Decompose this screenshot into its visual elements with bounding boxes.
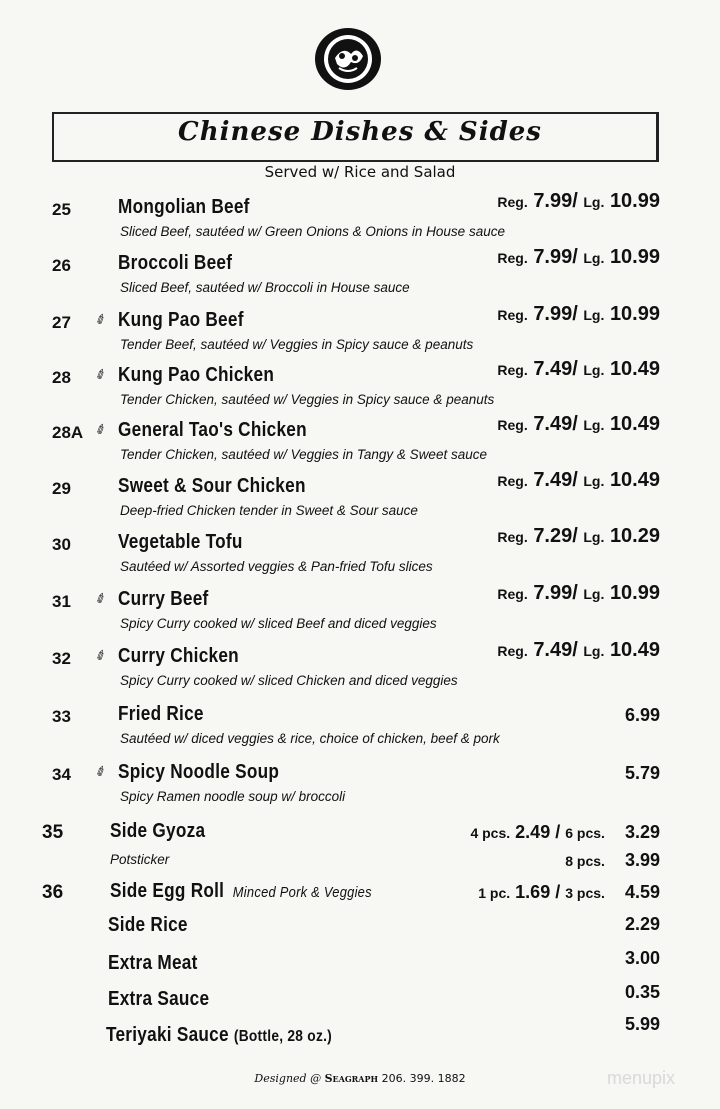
price-lg-label: Lg.	[583, 307, 605, 323]
price-lg-label: Lg.	[583, 417, 605, 433]
price-reg-label: Reg.	[497, 250, 528, 266]
price-lg: 10.29	[609, 525, 660, 547]
item-description: Spicy Curry cooked w/ sliced Chicken and diced veggies	[120, 673, 458, 688]
price-reg: 7.49	[533, 639, 573, 661]
price-value: 3.29	[624, 822, 660, 842]
price-reg-label: Reg.	[497, 307, 528, 323]
price-separator: /	[572, 582, 578, 604]
price-reg: 7.49	[533, 469, 573, 491]
item-number: 28	[52, 368, 71, 387]
item-number: 32	[52, 649, 71, 668]
price-reg: 7.99	[533, 303, 573, 325]
item-price	[565, 850, 660, 871]
page-title: Chinese Dishes & Sides	[178, 117, 542, 147]
item-name	[106, 1024, 332, 1047]
price-separator: /	[572, 525, 578, 547]
item-price	[497, 190, 660, 213]
price-lg-label: Lg.	[583, 250, 605, 266]
price-lg: 10.99	[609, 582, 660, 604]
price-quantity: 1 pc.	[478, 885, 511, 901]
item-number: 30	[52, 535, 71, 554]
item-name: Vegetable Tofu	[118, 531, 243, 553]
footer-designed: Designed @	[254, 1072, 322, 1085]
item-number: 29	[52, 479, 71, 498]
item-name: Extra Meat	[108, 952, 198, 974]
item-number: 36	[42, 882, 64, 903]
price-reg: 7.99	[533, 246, 573, 268]
item-description: Tender Beef, sautéed w/ Veggies in Spicy sauce & peanuts	[120, 337, 474, 352]
item-price	[497, 469, 660, 492]
item-description: Minced Pork & Veggies	[232, 884, 372, 901]
item-price: 0.35	[624, 982, 660, 1002]
price-lg-label: Lg.	[583, 586, 605, 602]
item-price	[497, 582, 660, 605]
item-description: Sautéed w/ diced veggies & rice, choice of chicken, beef & pork	[120, 731, 500, 746]
price-value: 3.99	[624, 850, 660, 870]
price-reg: 7.49	[533, 358, 573, 380]
price-reg: 7.29	[533, 525, 573, 547]
item-price	[497, 639, 660, 662]
item-number: 34	[52, 765, 71, 784]
price-lg-label: Lg.	[583, 362, 605, 378]
item-number: 28A	[52, 423, 84, 442]
price-quantity: 6 pcs.	[565, 825, 605, 841]
item-name-text: Side Egg Roll	[110, 880, 225, 902]
price-value: 2.49	[515, 822, 551, 842]
item-name-text: Teriyaki Sauce	[106, 1024, 229, 1046]
price-separator: /	[572, 469, 578, 491]
item-price	[497, 246, 660, 269]
chili-pepper-icon: ✐	[93, 421, 110, 440]
price-lg: 10.49	[609, 358, 660, 380]
item-description: Deep-fried Chicken tender in Sweet & Sour sauce	[120, 503, 418, 518]
price-reg-label: Reg.	[497, 529, 528, 545]
item-name: Sweet & Sour Chicken	[118, 475, 306, 497]
price-reg-label: Reg.	[497, 473, 528, 489]
item-name: Broccoli Beef	[118, 252, 233, 274]
price-reg-label: Reg.	[497, 194, 528, 210]
price-reg-label: Reg.	[497, 362, 528, 378]
item-description: Sliced Beef, sautéed w/ Broccoli in House sauce	[120, 280, 410, 295]
item-description: Potsticker	[110, 852, 170, 867]
restaurant-logo	[315, 28, 381, 90]
price-quantity: 4 pcs.	[470, 825, 511, 841]
price-reg-label: Reg.	[497, 643, 528, 659]
price-value: 1.69	[515, 882, 551, 902]
price-lg-label: Lg.	[583, 473, 605, 489]
item-price: 2.29	[624, 914, 660, 934]
item-name: Curry Beef	[118, 588, 209, 610]
price-separator: /	[572, 303, 578, 325]
item-name: Side Gyoza	[110, 820, 206, 842]
item-name: Curry Chicken	[118, 645, 239, 667]
chili-pepper-icon: ✐	[93, 590, 110, 609]
price-separator: /	[572, 190, 578, 212]
item-price	[497, 413, 660, 436]
item-description: Tender Chicken, sautéed w/ Veggies in Spicy sauce & peanuts	[120, 392, 495, 407]
footer-phone: 206. 399. 1882	[381, 1072, 466, 1085]
price-quantity: 8 pcs.	[565, 853, 605, 869]
price-reg-label: Reg.	[497, 586, 528, 602]
page-subtitle: Served w/ Rice and Salad	[264, 163, 456, 181]
item-name: Spicy Noodle Soup	[118, 761, 280, 783]
item-price: 6.99	[624, 705, 660, 725]
price-lg: 10.49	[609, 639, 660, 661]
price-reg: 7.99	[533, 190, 573, 212]
item-name: General Tao's Chicken	[118, 419, 307, 441]
item-name: Fried Rice	[118, 703, 204, 725]
price-lg: 10.99	[609, 190, 660, 212]
price-lg: 10.49	[609, 469, 660, 491]
price-lg: 10.49	[609, 413, 660, 435]
item-price: 5.79	[624, 763, 660, 783]
item-price: 1 pc. 1.69 / 3 pcs. 4.59	[478, 882, 660, 902]
item-number: 26	[52, 256, 71, 275]
price-separator: /	[572, 246, 578, 268]
price-lg: 10.99	[609, 303, 660, 325]
item-name: Kung Pao Chicken	[118, 364, 275, 386]
footer-company: Seagraph	[324, 1072, 379, 1085]
item-name: Kung Pao Beef	[118, 309, 244, 331]
item-description: Spicy Ramen noodle soup w/ broccoli	[120, 789, 346, 804]
item-price	[497, 525, 660, 548]
price-lg-label: Lg.	[583, 529, 605, 545]
item-price	[497, 358, 660, 381]
price-reg: 7.49	[533, 413, 573, 435]
item-number: 35	[42, 822, 64, 843]
item-description: Tender Chicken, sautéed w/ Veggies in Tangy & Sweet sauce	[120, 447, 487, 462]
item-number: 27	[52, 313, 71, 332]
price-separator: /	[572, 639, 578, 661]
chili-pepper-icon: ✐	[93, 763, 110, 782]
chili-pepper-icon: ✐	[93, 311, 110, 330]
item-name: Extra Sauce	[108, 988, 210, 1010]
price-separator: /	[572, 358, 578, 380]
item-price: 3.00	[624, 948, 660, 968]
price-lg: 10.99	[609, 246, 660, 268]
price-quantity: 3 pcs.	[565, 885, 605, 901]
item-number: 25	[52, 200, 71, 219]
item-description: Spicy Curry cooked w/ sliced Beef and diced veggies	[120, 616, 437, 631]
price-lg-label: Lg.	[583, 643, 605, 659]
price-value: 4.59	[624, 882, 660, 902]
item-name	[110, 880, 372, 903]
item-price: 5.99	[624, 1014, 660, 1034]
item-number: 31	[52, 592, 71, 611]
item-number: 33	[52, 707, 71, 726]
item-description: Sautéed w/ Assorted veggies & Pan-fried Tofu slices	[120, 559, 433, 574]
item-name: Mongolian Beef	[118, 196, 250, 218]
chili-pepper-icon: ✐	[93, 366, 110, 385]
item-note: (Bottle, 28 oz.)	[233, 1028, 333, 1045]
item-price: 4 pcs. 2.49 / 6 pcs. 3.29	[470, 822, 660, 842]
price-reg-label: Reg.	[497, 417, 528, 433]
chili-pepper-icon: ✐	[93, 647, 110, 666]
price-lg-label: Lg.	[583, 194, 605, 210]
item-name: Side Rice	[108, 914, 188, 936]
item-price	[497, 303, 660, 326]
watermark: menupix	[606, 1068, 675, 1088]
price-separator: /	[572, 413, 578, 435]
item-description: Sliced Beef, sautéed w/ Green Onions & Onions in House sauce	[120, 224, 505, 239]
price-reg: 7.99	[533, 582, 573, 604]
